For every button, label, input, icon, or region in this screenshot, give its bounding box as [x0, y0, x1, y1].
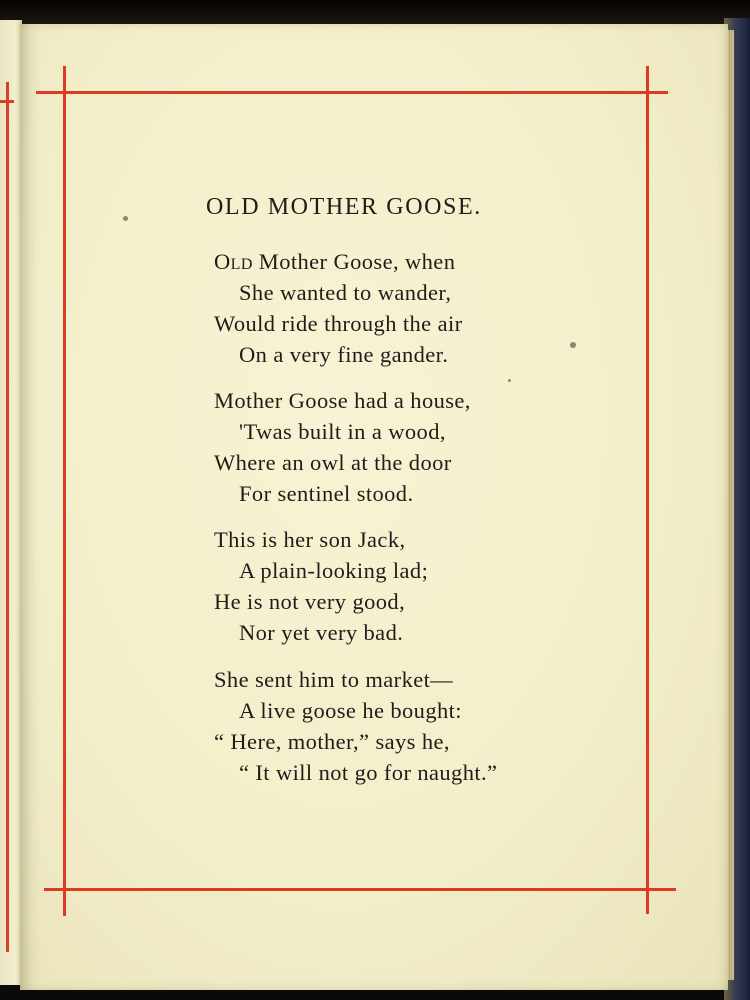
poem-line: “ Here, mother,” says he, — [214, 729, 450, 754]
poem-line: 'Twas built in a wood, — [239, 419, 446, 444]
poem-line: Where an owl at the door — [214, 450, 452, 475]
poem-line-text: Mother Goose, when — [252, 249, 456, 274]
poem-line: She wanted to wander, — [239, 280, 452, 305]
page-text — [20, 24, 728, 990]
poem-line: Mother Goose had a house, — [214, 388, 471, 413]
stanza-2 — [214, 385, 471, 509]
poem-line: This is her son Jack, — [214, 527, 406, 552]
poem-line: A plain-looking lad; — [239, 558, 429, 583]
stanza-1 — [214, 246, 463, 370]
small-caps-lead: Old — [214, 249, 253, 274]
poem-line: On a very fine gander. — [239, 342, 449, 367]
poem-line: “ It will not go for naught.” — [239, 760, 498, 785]
poem-line: Would ride through the air — [214, 311, 463, 336]
poem-line: He is not very good, — [214, 589, 406, 614]
poem-line — [214, 246, 463, 277]
facing-page-border-rule — [6, 82, 9, 952]
stanza-4 — [214, 664, 497, 788]
poem-line: She sent him to market— — [214, 667, 454, 692]
poem-line: A live goose he bought: — [239, 698, 462, 723]
facing-page-border-rule-horizontal — [0, 100, 14, 103]
facing-page-edge — [0, 20, 22, 985]
book-top-edge — [0, 0, 750, 24]
poem-line: Nor yet very bad. — [239, 620, 404, 645]
book-page — [20, 24, 728, 990]
poem-title: OLD MOTHER GOOSE. — [206, 194, 482, 220]
stanza-3 — [214, 524, 428, 648]
poem-line: For sentinel stood. — [239, 481, 414, 506]
